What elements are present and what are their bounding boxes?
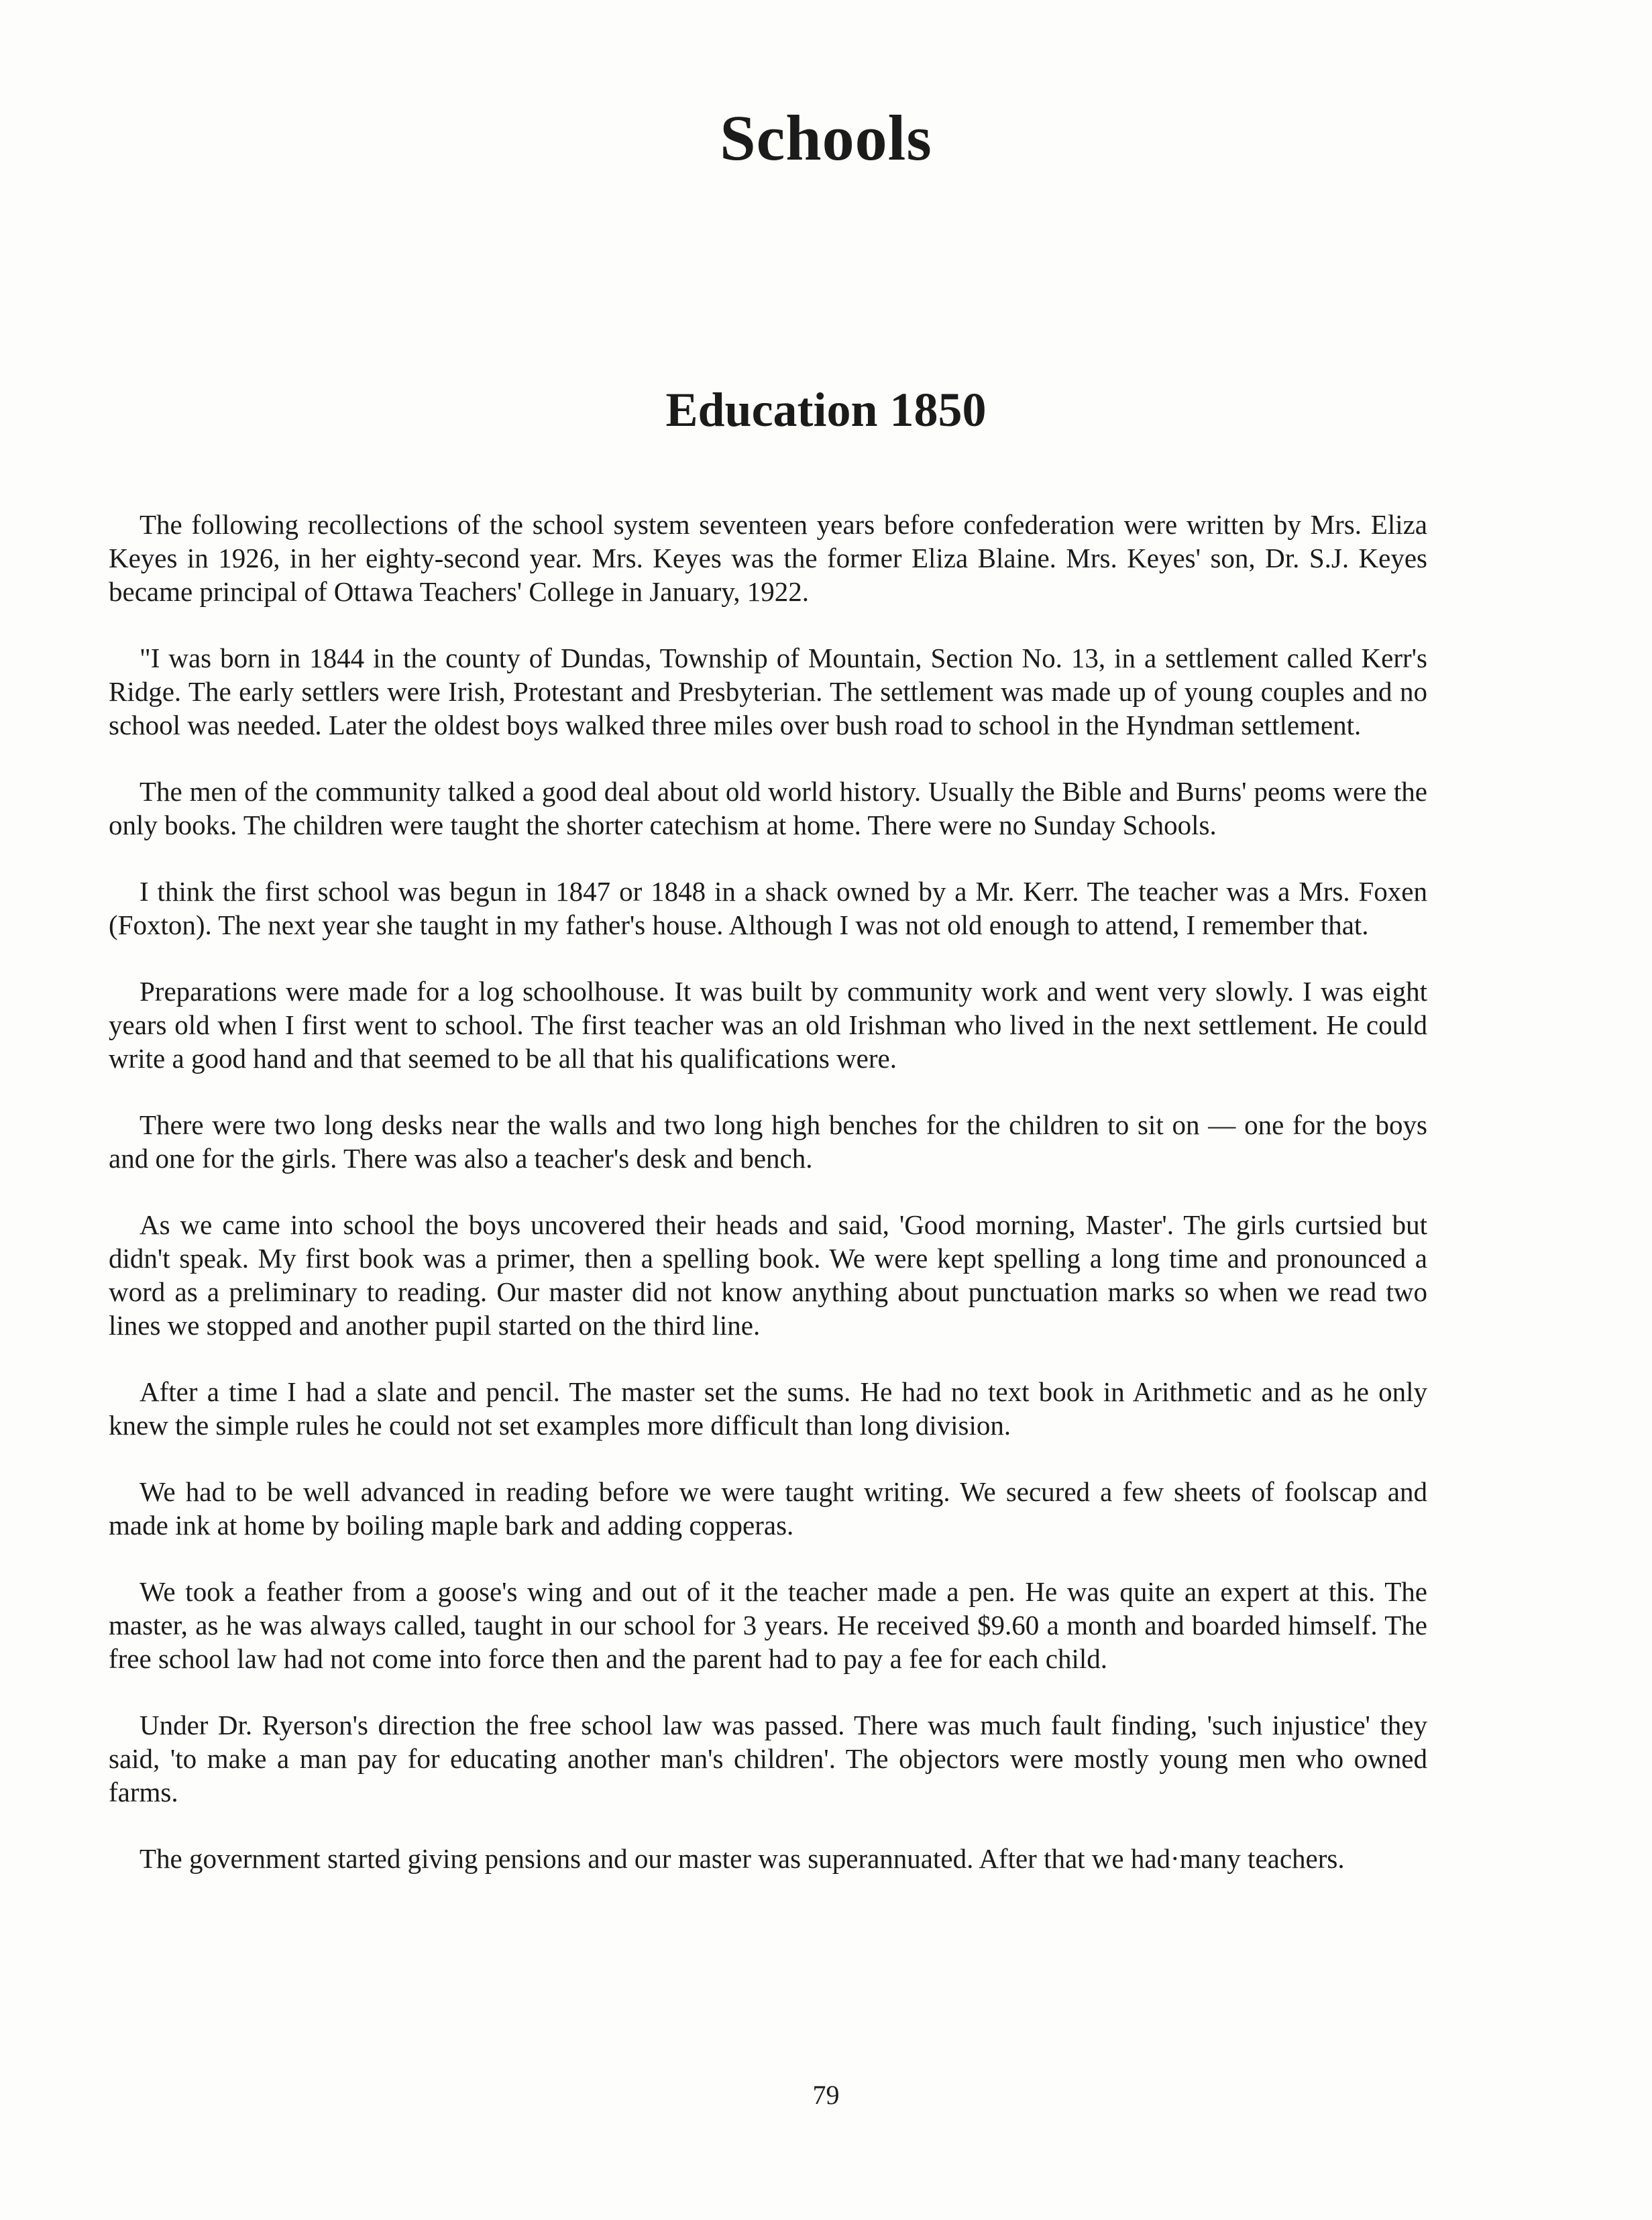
paragraph: We had to be well advanced in reading before we were taught writing. We secured a few sheets of foolscap and made ink at home by boiling maple bark and adding copperas. [109, 1476, 1427, 1541]
paragraph: There were two long desks near the walls and two long high benches for the children to sit on — one for the boys and one for the girls. There was also a teacher's desk and bench. [109, 1109, 1427, 1174]
paragraph: The following recollections of the school system seventeen years before confederation were written by Mrs. Eliza Keyes in 1926, in her eighty-second year. Mrs. Keyes was the former Eliza Blaine. Mrs. Keyes' son, Dr. S.J. Keyes became principal of Ottawa Teachers' College in January, 1922. [109, 509, 1427, 607]
paragraph: The men of the community talked a good deal about old world history. Usually the Bible and Burns' peoms were the only books. The children were taught the shorter catechism at home. There were no Sunday Schools. [109, 776, 1427, 840]
paragraph: Preparations were made for a log schoolhouse. It was built by community work and went very slowly. I was eight years old when I first went to school. The first teacher was an old Irishman who lived in the next settlement. He could write a good hand and that seemed to be all that his qualifications were. [109, 976, 1427, 1074]
paragraph: As we came into school the boys uncovered their heads and said, 'Good morning, Master'. The girls curtsied but didn't speak. My first book was a primer, then a spelling book. We were kept spelling a long time and pronounced a word as a preliminary to reading. Our master did not know anything about punctuation marks so when we read two lines we stopped and another pupil started on the third line. [109, 1209, 1427, 1341]
paragraph: Under Dr. Ryerson's direction the free school law was passed. There was much fault finding, 'such injustice' they said, 'to make a man pay for educating another man's children'. The objectors were mostly young men who owned farms. [109, 1710, 1427, 1808]
body-text [109, 508, 1427, 1908]
chapter-title: Schools [720, 102, 932, 174]
paragraph: After a time I had a slate and pencil. The master set the sums. He had no text book in Arithmetic and as he only knew the simple rules he could not set examples more difficult than long division. [109, 1376, 1427, 1441]
section-title: Education 1850 [665, 383, 987, 437]
paragraph: We took a feather from a goose's wing and out of it the teacher made a pen. He was quite an expert at this. The master, as he was always called, taught in our school for 3 years. He received $9.60 a month and boarded himself. The free school law had not come into force then and the parent had to pay a fee for each child. [109, 1576, 1427, 1674]
paragraph: "I was born in 1844 in the county of Dundas, Township of Mountain, Section No. 13, in a settlement called Kerr's Ridge. The early settlers were Irish, Protestant and Presbyterian. The settlement was made up of young couples and no school was needed. Later the oldest boys walked three miles over bush road to school in the Hyndman settlement. [109, 643, 1427, 740]
page-number: 79 [812, 2080, 840, 2110]
paragraph: I think the first school was begun in 1847 or 1848 in a shack owned by a Mr. Kerr. The teacher was a Mrs. Foxen (Foxton). The next year she taught in my father's house. Although I was not old enough to attend, I remember that. [109, 876, 1427, 940]
paragraph: The government started giving pensions and our master was superannuated. After that we had·many teachers. [140, 1843, 1345, 1874]
